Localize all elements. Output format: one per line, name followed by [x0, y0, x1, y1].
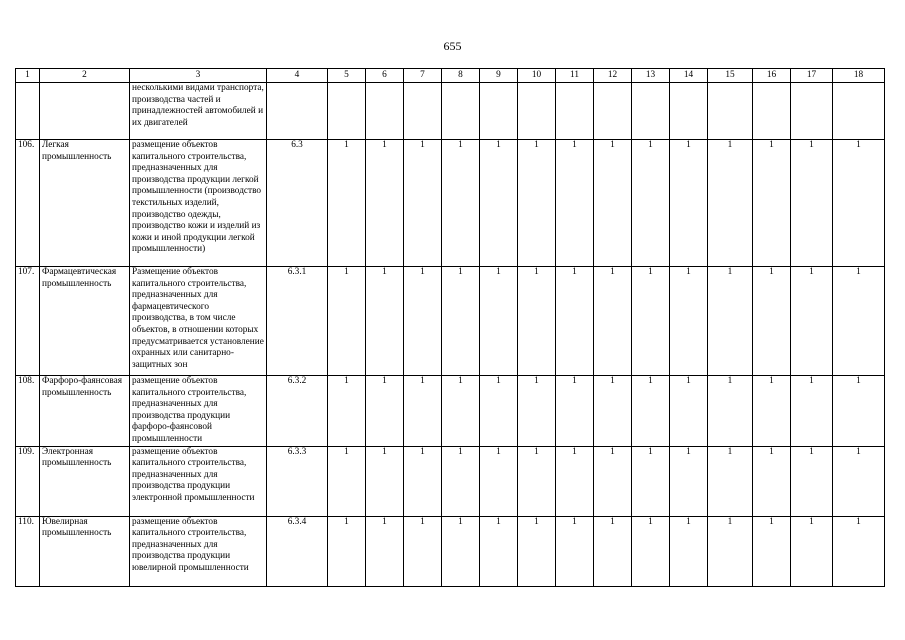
column-header-6: 6: [366, 69, 404, 83]
activity-name: Легкая промышленность: [40, 140, 130, 267]
value-cell: 1: [404, 267, 442, 376]
activity-name: [40, 83, 130, 140]
column-header-15: 15: [708, 69, 753, 83]
value-cell: 1: [632, 446, 670, 516]
value-cell: [833, 83, 885, 140]
value-cell: [328, 83, 366, 140]
value-cell: 1: [753, 376, 791, 447]
value-cell: 1: [708, 376, 753, 447]
value-cell: 1: [632, 376, 670, 447]
value-cell: 1: [833, 516, 885, 586]
activity-description: несколькими видами транспорта, производства частей и принадлежностей автомобилей и их двигателей: [130, 83, 267, 140]
value-cell: 1: [442, 516, 480, 586]
activity-code: 6.3.3: [267, 446, 328, 516]
value-cell: 1: [328, 376, 366, 447]
value-cell: 1: [708, 516, 753, 586]
row-number: [16, 83, 40, 140]
value-cell: 1: [404, 516, 442, 586]
value-cell: 1: [791, 516, 833, 586]
value-cell: 1: [833, 267, 885, 376]
value-cell: 1: [833, 446, 885, 516]
value-cell: 1: [518, 267, 556, 376]
column-header-2: 2: [40, 69, 130, 83]
value-cell: 1: [556, 267, 594, 376]
value-cell: 1: [366, 516, 404, 586]
column-header-9: 9: [480, 69, 518, 83]
value-cell: 1: [442, 446, 480, 516]
value-cell: 1: [328, 267, 366, 376]
value-cell: 1: [632, 267, 670, 376]
value-cell: [480, 83, 518, 140]
value-cell: 1: [632, 140, 670, 267]
value-cell: 1: [594, 376, 632, 447]
column-header-10: 10: [518, 69, 556, 83]
value-cell: 1: [518, 516, 556, 586]
value-cell: 1: [670, 376, 708, 447]
value-cell: 1: [328, 140, 366, 267]
column-header-18: 18: [833, 69, 885, 83]
value-cell: 1: [480, 516, 518, 586]
value-cell: 1: [753, 516, 791, 586]
value-cell: [632, 83, 670, 140]
activity-code: 6.3: [267, 140, 328, 267]
value-cell: 1: [556, 376, 594, 447]
value-cell: [404, 83, 442, 140]
value-cell: 1: [442, 267, 480, 376]
table-row: [16, 446, 885, 516]
value-cell: 1: [594, 140, 632, 267]
row-number: 110.: [16, 516, 40, 586]
zoning-table: [15, 68, 885, 587]
value-cell: 1: [708, 140, 753, 267]
value-cell: 1: [594, 516, 632, 586]
value-cell: 1: [594, 267, 632, 376]
activity-description: размещение объектов капитального строительства, предназначенных для производства продукции легкой промышленности (производство текстильных изделий, производство одежды, производство кожи и изделий из кожи и иной продукции легкой промышленности): [130, 140, 267, 267]
row-number: 107.: [16, 267, 40, 376]
value-cell: 1: [328, 446, 366, 516]
value-cell: 1: [480, 140, 518, 267]
value-cell: 1: [404, 140, 442, 267]
value-cell: 1: [404, 446, 442, 516]
value-cell: 1: [753, 446, 791, 516]
activity-code: 6.3.2: [267, 376, 328, 447]
value-cell: 1: [594, 446, 632, 516]
column-header-1: 1: [16, 69, 40, 83]
value-cell: 1: [791, 376, 833, 447]
column-header-17: 17: [791, 69, 833, 83]
table-row: [16, 376, 885, 447]
value-cell: 1: [328, 516, 366, 586]
value-cell: [708, 83, 753, 140]
value-cell: 1: [404, 376, 442, 447]
value-cell: 1: [833, 140, 885, 267]
value-cell: [753, 83, 791, 140]
value-cell: 1: [670, 140, 708, 267]
value-cell: 1: [480, 446, 518, 516]
value-cell: 1: [518, 140, 556, 267]
column-header-3: 3: [130, 69, 267, 83]
value-cell: [791, 83, 833, 140]
value-cell: [594, 83, 632, 140]
value-cell: 1: [556, 140, 594, 267]
value-cell: 1: [366, 446, 404, 516]
column-header-5: 5: [328, 69, 366, 83]
value-cell: 1: [708, 446, 753, 516]
value-cell: [518, 83, 556, 140]
activity-code: 6.3.4: [267, 516, 328, 586]
page-number: 655: [443, 39, 462, 53]
value-cell: 1: [753, 140, 791, 267]
value-cell: 1: [791, 140, 833, 267]
value-cell: 1: [632, 516, 670, 586]
value-cell: 1: [670, 267, 708, 376]
value-cell: 1: [791, 446, 833, 516]
value-cell: 1: [670, 446, 708, 516]
value-cell: 1: [366, 140, 404, 267]
value-cell: [442, 83, 480, 140]
value-cell: 1: [791, 267, 833, 376]
value-cell: 1: [366, 376, 404, 447]
value-cell: 1: [708, 267, 753, 376]
value-cell: 1: [670, 516, 708, 586]
table-row: [16, 516, 885, 586]
activity-description: Размещение объектов капитального строительства, предназначенных для фармацевтического производства, в том числе объектов, в отношении которых предусматривается установление охранных или санитарно-защитных зон: [130, 267, 267, 376]
activity-name: Электронная промышленность: [40, 446, 130, 516]
column-header-7: 7: [404, 69, 442, 83]
table-row: [16, 83, 885, 140]
activity-code: 6.3.1: [267, 267, 328, 376]
column-header-12: 12: [594, 69, 632, 83]
value-cell: 1: [556, 516, 594, 586]
column-header-16: 16: [753, 69, 791, 83]
activity-name: Фармацевтическая промышленность: [40, 267, 130, 376]
table-row: [16, 140, 885, 267]
column-header-8: 8: [442, 69, 480, 83]
value-cell: [366, 83, 404, 140]
value-cell: 1: [518, 446, 556, 516]
value-cell: 1: [833, 376, 885, 447]
activity-name: Ювелирная промышленность: [40, 516, 130, 586]
column-header-11: 11: [556, 69, 594, 83]
header-row: [16, 69, 885, 83]
column-header-14: 14: [670, 69, 708, 83]
value-cell: 1: [480, 267, 518, 376]
value-cell: 1: [442, 140, 480, 267]
value-cell: [556, 83, 594, 140]
activity-description: размещение объектов капитального строительства, предназначенных для производства продукции ювелирной промышленности: [130, 516, 267, 586]
value-cell: [670, 83, 708, 140]
table-row: [16, 267, 885, 376]
value-cell: 1: [556, 446, 594, 516]
activity-code: [267, 83, 328, 140]
column-header-13: 13: [632, 69, 670, 83]
activity-name: Фарфоро-фаянсовая промышленность: [40, 376, 130, 447]
value-cell: 1: [442, 376, 480, 447]
value-cell: 1: [366, 267, 404, 376]
value-cell: 1: [480, 376, 518, 447]
value-cell: 1: [518, 376, 556, 447]
row-number: 108.: [16, 376, 40, 447]
activity-description: размещение объектов капитального строительства, предназначенных для производства продукции фарфоро-фаянсовой промышленности: [130, 376, 267, 447]
column-header-4: 4: [267, 69, 328, 83]
row-number: 106.: [16, 140, 40, 267]
value-cell: 1: [753, 267, 791, 376]
activity-description: размещение объектов капитального строительства, предназначенных для производства продукции электронной промышленности: [130, 446, 267, 516]
row-number: 109.: [16, 446, 40, 516]
